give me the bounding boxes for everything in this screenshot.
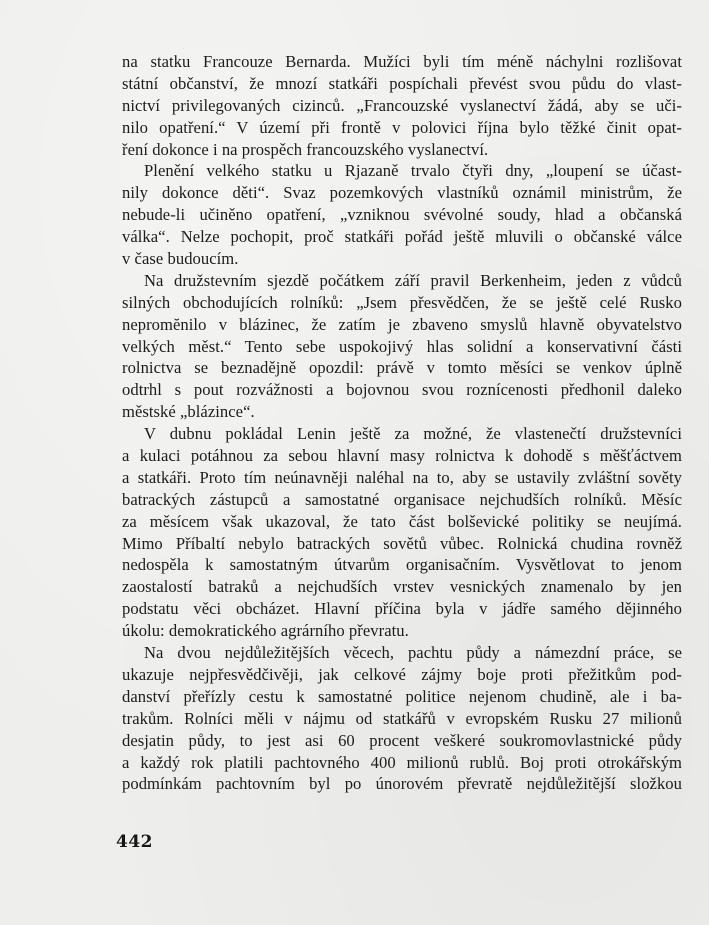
paragraph	[122, 642, 682, 795]
paragraph	[122, 160, 682, 269]
text-line: nilo opatření.“ V území při frontě v polovici října bylo těžké činit opat-	[122, 117, 682, 137]
text-line: úkolu: demokratického agrárního převratu.	[122, 621, 409, 641]
text-line: V dubnu pokládal Lenin ještě za možné, že vlastenečtí družstevníci	[144, 424, 682, 444]
text-line: desjatin půdy, to jest asi 60 procent veškeré soukromovlastnické půdy	[122, 730, 682, 750]
text-line: podmínkám pachtovním byl po únorovém převratě nejdůležitější složkou	[122, 774, 682, 794]
text-line: rolnictva se beznadějně opozdil: právě v tomto měsíci se venkov úplně	[122, 358, 682, 378]
text-line: trakům. Rolníci měli v nájmu od statkářů v evropském Rusku 27 milionů	[122, 708, 682, 728]
paragraph	[122, 423, 682, 642]
text-line: podstatu věci obcházet. Hlavní příčina byla v jádře samého dějinného	[122, 599, 682, 619]
text-line: Na družstevním sjezdě počátkem září pravil Berkenheim, jeden z vůdců	[144, 270, 682, 290]
text-line: Na dvou nejdůležitějších věcech, pachtu půdy a námezdní práce, se	[144, 643, 682, 663]
text-line: silných obchodujících rolníků: „Jsem přesvědčen, že se ještě celé Rusko	[122, 292, 682, 312]
text-line: Mimo Příbaltí nebylo batrackých sovětů vůbec. Rolnická chudina rovněž	[122, 533, 682, 553]
text-line: nictví privilegovaných cizinců. „Francouzské vyslanectví žádá, aby se uči-	[122, 95, 682, 115]
paragraph	[122, 270, 682, 423]
text-line: nebude-li učiněno opatření, „vzniknou svévolné soudy, hlad a občanská	[122, 205, 682, 225]
text-line: danství přeřízly cestu k samostatné politice nejenom chudině, ale i ba-	[122, 686, 682, 706]
text-line: ření dokonce i na prospěch francouzského vyslanectví.	[122, 139, 489, 159]
text-line: válka“. Nelze pochopit, proč statkáři pořád ještě mluvili o občanské válce	[122, 227, 682, 247]
text-line: na statku Francouze Bernarda. Mužíci byli tím méně náchylni rozlišovat	[122, 52, 682, 71]
text-line: velkých měst.“ Tento sebe uspokojivý hlas solidní a konservativní části	[122, 336, 682, 356]
text-line: batrackých zástupců a samostatné organisace nejchudších rolníků. Měsíc	[122, 489, 682, 509]
page-number: 442	[116, 832, 153, 852]
text-line: zaostalostí batraků a nejchudších vrstev vesnických znamenalo by jen	[122, 577, 682, 597]
text-line: odtrhl s pout rozvážnosti a bojovnou svou roznícenosti předhonil daleko	[122, 380, 682, 400]
text-line: ukazuje nejpřesvědčivěji, jak celkové zájmy boje proti přežitkům pod-	[122, 664, 682, 684]
text-line: a statkáři. Proto tím neúnavněji naléhal na to, aby se ustavily zvláštní sověty	[122, 467, 682, 487]
paragraph	[122, 51, 682, 160]
text-line: a kulaci potáhnou za sebou hlavní masy rolnictva k dohodě s měšťáctvem	[122, 446, 682, 466]
text-line: za měsícem však ukazoval, že tato část bolševické politiky se neujímá.	[122, 511, 682, 531]
text-line: Plenění velkého statku u Rjazaně trvalo čtyři dny, „loupení se účast-	[144, 161, 682, 181]
text-line: a každý rok platili pachtovného 400 milionů rublů. Boj proti otrokářským	[122, 752, 682, 772]
body-text	[122, 51, 682, 795]
text-line: nily dokonce děti“. Svaz pozemkových vlastníků oznámil ministrům, že	[122, 183, 682, 203]
text-line: nepromĕnilo v blázinec, že zatím je zbaveno smyslů hlavně obyvatelstvo	[122, 314, 682, 334]
text-line: nedospěla k samostatným útvarům organisačním. Vysvětlovat to jenom	[122, 555, 682, 575]
text-line: v čase budoucím.	[122, 249, 239, 269]
text-line: městské „blázince“.	[122, 402, 255, 422]
text-line: státní občanství, že mnozí statkáři pospíchali převést svou půdu do vlast-	[122, 73, 682, 93]
